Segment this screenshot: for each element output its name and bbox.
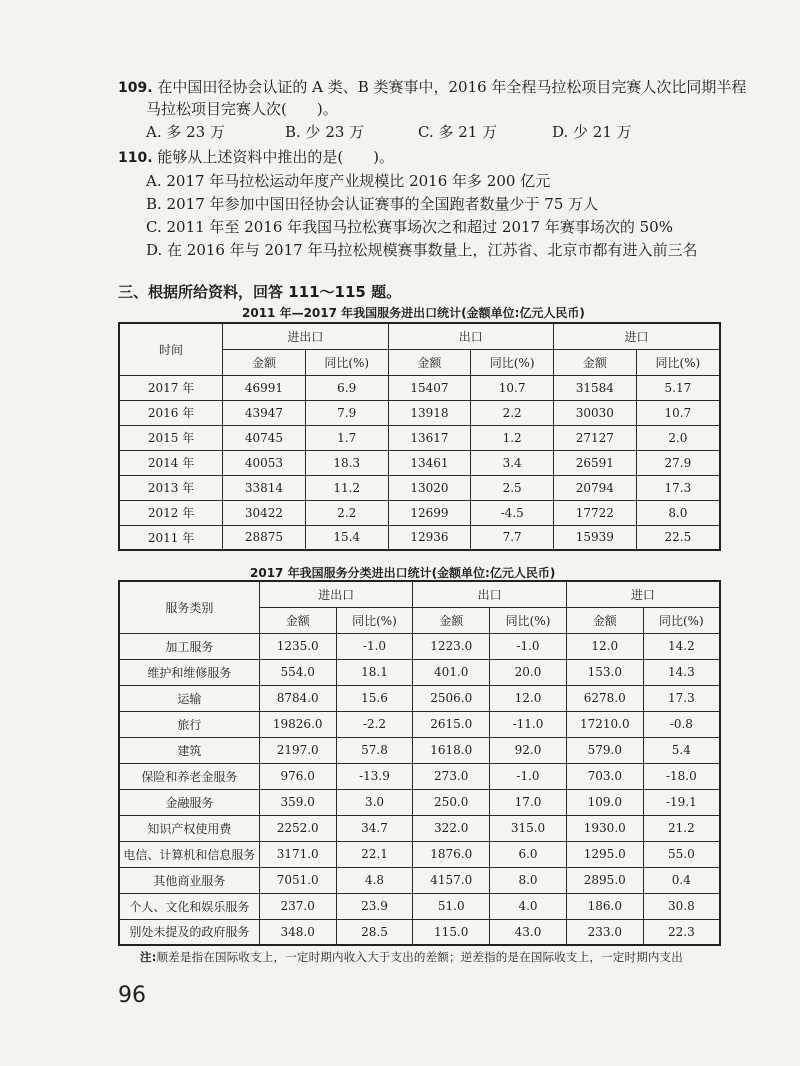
table-row — [119, 711, 720, 737]
row-label-cell: 2017 年 — [119, 375, 223, 400]
row-label-cell: 2014 年 — [119, 450, 223, 475]
table-cell: 5.17 — [636, 375, 720, 400]
table-cell: 30.8 — [643, 893, 720, 919]
table2-subheader-yoy: 同比(%) — [490, 607, 567, 633]
table-cell: 14.3 — [643, 659, 720, 685]
table-cell: 11.2 — [305, 475, 388, 500]
table-cell: 703.0 — [566, 763, 643, 789]
table-cell: 7051.0 — [259, 867, 336, 893]
table-cell: 18.3 — [305, 450, 388, 475]
table1-header-total: 进出口 — [223, 323, 388, 349]
table-cell: 12.0 — [490, 685, 567, 711]
table-row — [119, 659, 720, 685]
table-row — [119, 893, 720, 919]
table-cell: 2895.0 — [566, 867, 643, 893]
table-cell: -11.0 — [490, 711, 567, 737]
table-row — [119, 475, 720, 500]
table2-header-total: 进出口 — [259, 581, 413, 607]
table-row — [119, 815, 720, 841]
table-cell: 10.7 — [471, 375, 554, 400]
table-cell: 51.0 — [413, 893, 490, 919]
table-cell: 57.8 — [336, 737, 413, 763]
table1-subheader-amount: 金额 — [553, 349, 636, 375]
table-cell: 976.0 — [259, 763, 336, 789]
table-cell: 21.2 — [643, 815, 720, 841]
table-cell: 7.9 — [305, 400, 388, 425]
table1-header-import: 进口 — [553, 323, 720, 349]
table1-body — [119, 375, 720, 550]
row-label-cell: 2016 年 — [119, 400, 223, 425]
table-cell: 13918 — [388, 400, 471, 425]
table-cell: 14.2 — [643, 633, 720, 659]
table-row — [119, 375, 720, 400]
row-label-cell: 2015 年 — [119, 425, 223, 450]
table-cell: 13461 — [388, 450, 471, 475]
table-cell: 43.0 — [490, 919, 567, 945]
table-cell: 26591 — [553, 450, 636, 475]
question-110-option-d: D. 在 2016 年与 2017 年马拉松规模赛事数量上，江苏省、北京市都有进入前三名 — [146, 241, 698, 259]
table-cell: 20.0 — [490, 659, 567, 685]
table-cell: 12936 — [388, 525, 471, 550]
table-cell: -2.2 — [336, 711, 413, 737]
table-cell: 153.0 — [566, 659, 643, 685]
table2-subheader-amount: 金额 — [259, 607, 336, 633]
question-109-stem — [118, 76, 746, 99]
question-109-option-c: C. 多 21 万 — [418, 123, 498, 141]
table-cell: 92.0 — [490, 737, 567, 763]
table2-subheader-amount: 金额 — [566, 607, 643, 633]
table-cell: 4157.0 — [413, 867, 490, 893]
table-cell: 1235.0 — [259, 633, 336, 659]
table-cell: 22.3 — [643, 919, 720, 945]
table-cell: 43947 — [223, 400, 306, 425]
question-110-stem — [118, 146, 394, 169]
row-label-cell: 电信、计算机和信息服务 — [119, 841, 259, 867]
table-cell: 401.0 — [413, 659, 490, 685]
table1-header-time: 时间 — [119, 323, 223, 375]
table-cell: 2.2 — [305, 500, 388, 525]
table-cell: 348.0 — [259, 919, 336, 945]
table-cell: 22.5 — [636, 525, 720, 550]
table-row — [119, 737, 720, 763]
table1-caption: 2011 年—2017 年我国服务进出口统计(金额单位:亿元人民币) — [242, 306, 585, 320]
table-cell: 1.2 — [471, 425, 554, 450]
table-cell: 17.3 — [636, 475, 720, 500]
table-cell: 30422 — [223, 500, 306, 525]
table-cell: 2506.0 — [413, 685, 490, 711]
table-cell: 1930.0 — [566, 815, 643, 841]
question-110-option-c: C. 2011 年至 2016 年我国马拉松赛事场次之和超过 2017 年赛事场次的 50% — [146, 218, 673, 236]
table-cell: 237.0 — [259, 893, 336, 919]
table-cell: 1295.0 — [566, 841, 643, 867]
services-trade-by-year-table — [118, 322, 721, 551]
question-109-text-line2: 马拉松项目完赛人次( )。 — [146, 100, 338, 118]
row-label-cell: 知识产权使用费 — [119, 815, 259, 841]
table-cell: -18.0 — [643, 763, 720, 789]
table-cell: 17.3 — [643, 685, 720, 711]
table-row — [119, 685, 720, 711]
table-cell: 2.0 — [636, 425, 720, 450]
table-cell: -19.1 — [643, 789, 720, 815]
question-109-text-line1: 在中国田径协会认证的 A 类、B 类赛事中，2016 年全程马拉松项目完赛人次比同期半程 — [157, 78, 747, 96]
row-label-cell: 维护和维修服务 — [119, 659, 259, 685]
table-cell: 4.0 — [490, 893, 567, 919]
footnote-text: 顺差是指在国际收支上，一定时期内收入大于支出的差额；逆差指的是在国际收支上，一定时期内支出 — [156, 950, 683, 964]
table-cell: 22.1 — [336, 841, 413, 867]
table-cell: 17.0 — [490, 789, 567, 815]
table-cell: 1.7 — [305, 425, 388, 450]
table-row — [119, 633, 720, 659]
table-cell: 15.4 — [305, 525, 388, 550]
row-label-cell: 2012 年 — [119, 500, 223, 525]
table-cell: 40745 — [223, 425, 306, 450]
question-110-option-a: A. 2017 年马拉松运动年度产业规模比 2016 年多 200 亿元 — [146, 172, 551, 190]
table-cell: 8784.0 — [259, 685, 336, 711]
question-109-option-b: B. 少 23 万 — [285, 123, 365, 141]
table-cell: 4.8 — [336, 867, 413, 893]
table-cell: 3.4 — [471, 450, 554, 475]
table-cell: 12.0 — [566, 633, 643, 659]
table-cell: 15407 — [388, 375, 471, 400]
table-cell: 1618.0 — [413, 737, 490, 763]
table-cell: 10.7 — [636, 400, 720, 425]
table-row — [119, 867, 720, 893]
table-cell: 2252.0 — [259, 815, 336, 841]
table-cell: -4.5 — [471, 500, 554, 525]
table-row — [119, 919, 720, 945]
table-cell: 2197.0 — [259, 737, 336, 763]
table-cell: 7.7 — [471, 525, 554, 550]
table-cell: 186.0 — [566, 893, 643, 919]
table-cell: 8.0 — [490, 867, 567, 893]
table-cell: -0.8 — [643, 711, 720, 737]
table-row — [119, 425, 720, 450]
row-label-cell: 旅行 — [119, 711, 259, 737]
table-cell: -1.0 — [336, 633, 413, 659]
table-cell: 315.0 — [490, 815, 567, 841]
row-label-cell: 2013 年 — [119, 475, 223, 500]
table-cell: 28.5 — [336, 919, 413, 945]
table-cell: 12699 — [388, 500, 471, 525]
table-cell: 20794 — [553, 475, 636, 500]
table-cell: 15.6 — [336, 685, 413, 711]
table-cell: 6.9 — [305, 375, 388, 400]
table2-body — [119, 633, 720, 945]
table-cell: 6278.0 — [566, 685, 643, 711]
table-row — [119, 400, 720, 425]
table1-subheader-yoy: 同比(%) — [305, 349, 388, 375]
table-cell: 6.0 — [490, 841, 567, 867]
table-cell: 19826.0 — [259, 711, 336, 737]
table-cell: 40053 — [223, 450, 306, 475]
table-cell: 34.7 — [336, 815, 413, 841]
table-row — [119, 525, 720, 550]
section-heading: 三、根据所给资料，回答 111～115 题。 — [118, 283, 402, 301]
row-label-cell: 2011 年 — [119, 525, 223, 550]
row-label-cell: 其他商业服务 — [119, 867, 259, 893]
table-cell: 28875 — [223, 525, 306, 550]
table-row — [119, 450, 720, 475]
table-cell: 5.4 — [643, 737, 720, 763]
footnote-label: 注: — [140, 950, 157, 964]
table1-subheader-amount: 金额 — [223, 349, 306, 375]
row-label-cell: 保险和养老金服务 — [119, 763, 259, 789]
table1-subheader-amount: 金额 — [388, 349, 471, 375]
table2-header-export: 出口 — [413, 581, 567, 607]
table-cell: 17722 — [553, 500, 636, 525]
page-number: 96 — [118, 983, 146, 1008]
table-cell: -1.0 — [490, 633, 567, 659]
row-label-cell: 加工服务 — [119, 633, 259, 659]
table-cell: 2615.0 — [413, 711, 490, 737]
table-cell: 27127 — [553, 425, 636, 450]
table-cell: 31584 — [553, 375, 636, 400]
table-cell: 359.0 — [259, 789, 336, 815]
table2-subheader-yoy: 同比(%) — [643, 607, 720, 633]
table-cell: 13617 — [388, 425, 471, 450]
table1-subheader-yoy: 同比(%) — [636, 349, 720, 375]
table-cell: 46991 — [223, 375, 306, 400]
table-cell: 23.9 — [336, 893, 413, 919]
table-cell: -1.0 — [490, 763, 567, 789]
table2-subheader-amount: 金额 — [413, 607, 490, 633]
table-cell: 579.0 — [566, 737, 643, 763]
question-109-option-d: D. 少 21 万 — [552, 123, 632, 141]
table-cell: 30030 — [553, 400, 636, 425]
question-109-option-a: A. 多 23 万 — [146, 123, 225, 141]
table-cell: 233.0 — [566, 919, 643, 945]
table-cell: 27.9 — [636, 450, 720, 475]
table-cell: 13020 — [388, 475, 471, 500]
table-cell: 2.5 — [471, 475, 554, 500]
table-cell: 1876.0 — [413, 841, 490, 867]
table-cell: 3.0 — [336, 789, 413, 815]
table2-header-import: 进口 — [566, 581, 720, 607]
table-cell: 250.0 — [413, 789, 490, 815]
table-cell: 2.2 — [471, 400, 554, 425]
table-row — [119, 789, 720, 815]
table2-subheader-yoy: 同比(%) — [336, 607, 413, 633]
table-cell: 109.0 — [566, 789, 643, 815]
question-110-text: 能够从上述资料中推出的是( )。 — [157, 148, 395, 166]
table-cell: 55.0 — [643, 841, 720, 867]
footnote — [140, 949, 683, 965]
table2-caption: 2017 年我国服务分类进出口统计(金额单位:亿元人民币) — [250, 566, 556, 580]
table-cell: 18.1 — [336, 659, 413, 685]
table-cell: 15939 — [553, 525, 636, 550]
row-label-cell: 运输 — [119, 685, 259, 711]
table1-header-export: 出口 — [388, 323, 553, 349]
table-cell: -13.9 — [336, 763, 413, 789]
table-cell: 0.4 — [643, 867, 720, 893]
table-cell: 115.0 — [413, 919, 490, 945]
row-label-cell: 个人、文化和娱乐服务 — [119, 893, 259, 919]
table-row — [119, 763, 720, 789]
question-110-number: 110. — [118, 150, 153, 166]
table-cell: 17210.0 — [566, 711, 643, 737]
table2-header-category: 服务类别 — [119, 581, 259, 633]
table-cell: 3171.0 — [259, 841, 336, 867]
row-label-cell: 金融服务 — [119, 789, 259, 815]
row-label-cell: 别处未提及的政府服务 — [119, 919, 259, 945]
table-cell: 273.0 — [413, 763, 490, 789]
table-cell: 8.0 — [636, 500, 720, 525]
table-row — [119, 500, 720, 525]
question-109-number: 109. — [118, 80, 153, 96]
question-110-option-b: B. 2017 年参加中国田径协会认证赛事的全国跑者数量少于 75 万人 — [146, 195, 599, 213]
table-cell: 1223.0 — [413, 633, 490, 659]
table-cell: 554.0 — [259, 659, 336, 685]
table1-subheader-yoy: 同比(%) — [471, 349, 554, 375]
services-trade-by-category-table — [118, 580, 721, 946]
table-cell: 33814 — [223, 475, 306, 500]
table-cell: 322.0 — [413, 815, 490, 841]
table-row — [119, 841, 720, 867]
row-label-cell: 建筑 — [119, 737, 259, 763]
